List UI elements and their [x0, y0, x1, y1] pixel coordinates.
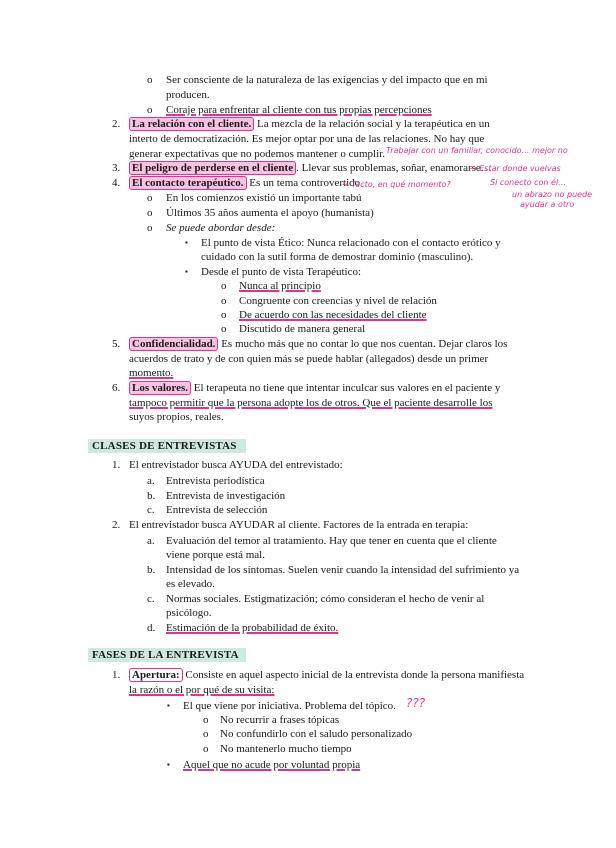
- item-title: La relación con el cliente.: [129, 117, 254, 131]
- bullet-square: ▪: [167, 701, 170, 710]
- bullet-o: o: [147, 192, 153, 204]
- bullet-o: o: [221, 309, 227, 321]
- item-title: Confidencialidad.: [129, 337, 218, 351]
- item-text: El terapeuta no tiene que intentar inculcar sus valores en el paciente y: [191, 382, 501, 394]
- bullet-o: o: [203, 743, 209, 755]
- list-item: Ser consciente de la naturaleza de las exigencias y del impacto que en mi: [166, 74, 488, 86]
- item-text: La mezcla de la relación social y la terapéutica en un: [254, 118, 490, 130]
- section-heading: FASES DE LA ENTREVISTA: [88, 648, 246, 662]
- list-item: El entrevistador busca AYUDAR al cliente. Factores de la entrada en terapia:: [129, 519, 469, 531]
- bullet-o: o: [147, 207, 153, 219]
- item-letter: b.: [147, 490, 156, 502]
- item-number: 2.: [112, 118, 121, 130]
- list-item: es elevado.: [166, 578, 215, 590]
- list-item: generar expectativas que no podemos mantener o cumplir.: [129, 148, 385, 160]
- bullet-o: o: [147, 104, 153, 116]
- list-item: De acuerdo con las necesidades del cliente: [239, 309, 427, 321]
- list-item: Aquel que no acude por voluntad propia: [183, 759, 361, 771]
- list-item: Intensidad de los síntomas. Suelen venir cuando la intensidad del sufrimiento ya: [166, 564, 520, 576]
- item-letter: c.: [147, 593, 155, 605]
- bullet-o: o: [147, 74, 153, 86]
- list-item: suyos propios, reales.: [129, 411, 224, 423]
- list-item: Últimos 35 años aumenta el apoyo (humanista): [166, 207, 374, 219]
- item-number: 1.: [112, 459, 121, 471]
- item-title: El peligro de perderse en el cliente: [129, 161, 296, 175]
- item-letter: b.: [147, 564, 156, 576]
- list-item: Desde el punto de vista Terapéutico:: [201, 266, 362, 278]
- item-number: 2.: [112, 519, 121, 531]
- item-letter: c.: [147, 504, 155, 516]
- item-title: Los valores.: [129, 381, 191, 395]
- item-text: Es un tema controvertido: [246, 177, 361, 189]
- bullet-o: o: [221, 280, 227, 292]
- list-item: tampoco permitir que la persona adopte los de otros. Que el paciente desarrolle los: [129, 397, 493, 409]
- list-item: Evaluación del temor al tratamiento. Hay que tener en cuenta que el cliente: [166, 535, 497, 547]
- list-item: viene porque está mal.: [166, 549, 265, 561]
- list-item: El punto de vista Ético: Nunca relacionado con el contacto erótico y: [201, 237, 501, 249]
- bullet-o: o: [203, 728, 209, 740]
- bullet-square: ▪: [167, 760, 170, 769]
- handwritten-note: Trabajar con un familiar, conocido… mejor no: [386, 146, 568, 155]
- handwritten-note: un abrazo no puede: [512, 190, 593, 199]
- list-item: momento.: [129, 367, 174, 379]
- list-item: la razón o el por qué de su visita:: [129, 684, 275, 696]
- list-item: No confundirlo con el saludo personalizado: [220, 728, 413, 740]
- handwritten-note: → Estar donde vuelvas: [470, 164, 561, 173]
- list-item: No recurrir a frases tópicas: [220, 714, 340, 726]
- list-item: En los comienzos existió un importante tabú: [166, 192, 362, 204]
- bullet-o: o: [203, 714, 209, 726]
- handwritten-question-marks: ???: [406, 696, 426, 710]
- list-item: Coraje para enfrentar al cliente con tus propias percepciones: [166, 104, 432, 116]
- bullet-o: o: [221, 323, 227, 335]
- section-heading: CLASES DE ENTREVISTAS: [88, 439, 246, 453]
- list-item: Normas sociales. Estigmatización; cómo consideran el hecho de venir al: [166, 593, 485, 605]
- list-item: [129, 117, 490, 131]
- list-item: Entrevista de investigación: [166, 490, 286, 502]
- handwritten-note: ayudar a otro: [520, 200, 575, 209]
- list-item: producen.: [166, 89, 210, 101]
- handwritten-note: → Tacto, en qué momento?: [342, 180, 451, 189]
- list-item: [129, 668, 524, 682]
- item-number: 4.: [112, 177, 121, 189]
- item-number: 3.: [112, 162, 121, 174]
- list-item: Estimación de la probabilidad de éxito.: [166, 622, 339, 634]
- list-item: [129, 176, 360, 190]
- item-number: 5.: [112, 338, 121, 350]
- item-text: Es mucho más que no contar lo que nos cuentan. Dejar claros los: [218, 338, 508, 350]
- list-item: Entrevista de selección: [166, 504, 268, 516]
- item-text: . Llevar sus problemas, soñar, enamorarse…: [296, 162, 492, 174]
- list-item: interto de democratización. Es mejor optar por una de las relaciones. No hay que: [129, 133, 485, 145]
- list-item: El que viene por iniciativa. Problema del tópico.: [183, 700, 396, 712]
- item-text: Consiste en aquel aspecto inicial de la entrevista donde la persona manifiesta: [182, 669, 525, 681]
- list-item: Congruente con creencias y nivel de relación: [239, 295, 437, 307]
- list-item: [129, 337, 507, 351]
- list-item: acuerdos de trato y de con quien más se puede hablar (allegados) desde un primer: [129, 353, 489, 365]
- item-title: El contacto terapéutico.: [129, 176, 247, 190]
- item-letter: d.: [147, 622, 156, 634]
- bullet-o: o: [147, 222, 153, 234]
- list-item: Nunca al principio: [239, 280, 321, 292]
- item-letter: a.: [147, 475, 155, 487]
- bullet-square: ▪: [185, 267, 188, 276]
- item-number: 1.: [112, 669, 121, 681]
- list-item: Discutido de manera general: [239, 323, 366, 335]
- item-letter: a.: [147, 535, 155, 547]
- item-number: 6.: [112, 382, 121, 394]
- list-item: cuidado con la sutil forma de demostrar dominio (masculino).: [201, 251, 474, 263]
- list-item: [129, 161, 492, 175]
- list-item: Se puede abordar desde:: [166, 222, 276, 234]
- item-title: Apertura:: [129, 668, 183, 682]
- list-item: Entrevista periodística: [166, 475, 265, 487]
- list-item: No mantenerlo mucho tiempo: [220, 743, 352, 755]
- bullet-square: ▪: [185, 238, 188, 247]
- handwritten-note: Si conecto con él…: [490, 178, 567, 187]
- list-item: El entrevistador busca AYUDA del entrevistado:: [129, 459, 343, 471]
- list-item: [129, 381, 500, 395]
- bullet-o: o: [221, 295, 227, 307]
- list-item: psicólogo.: [166, 607, 212, 619]
